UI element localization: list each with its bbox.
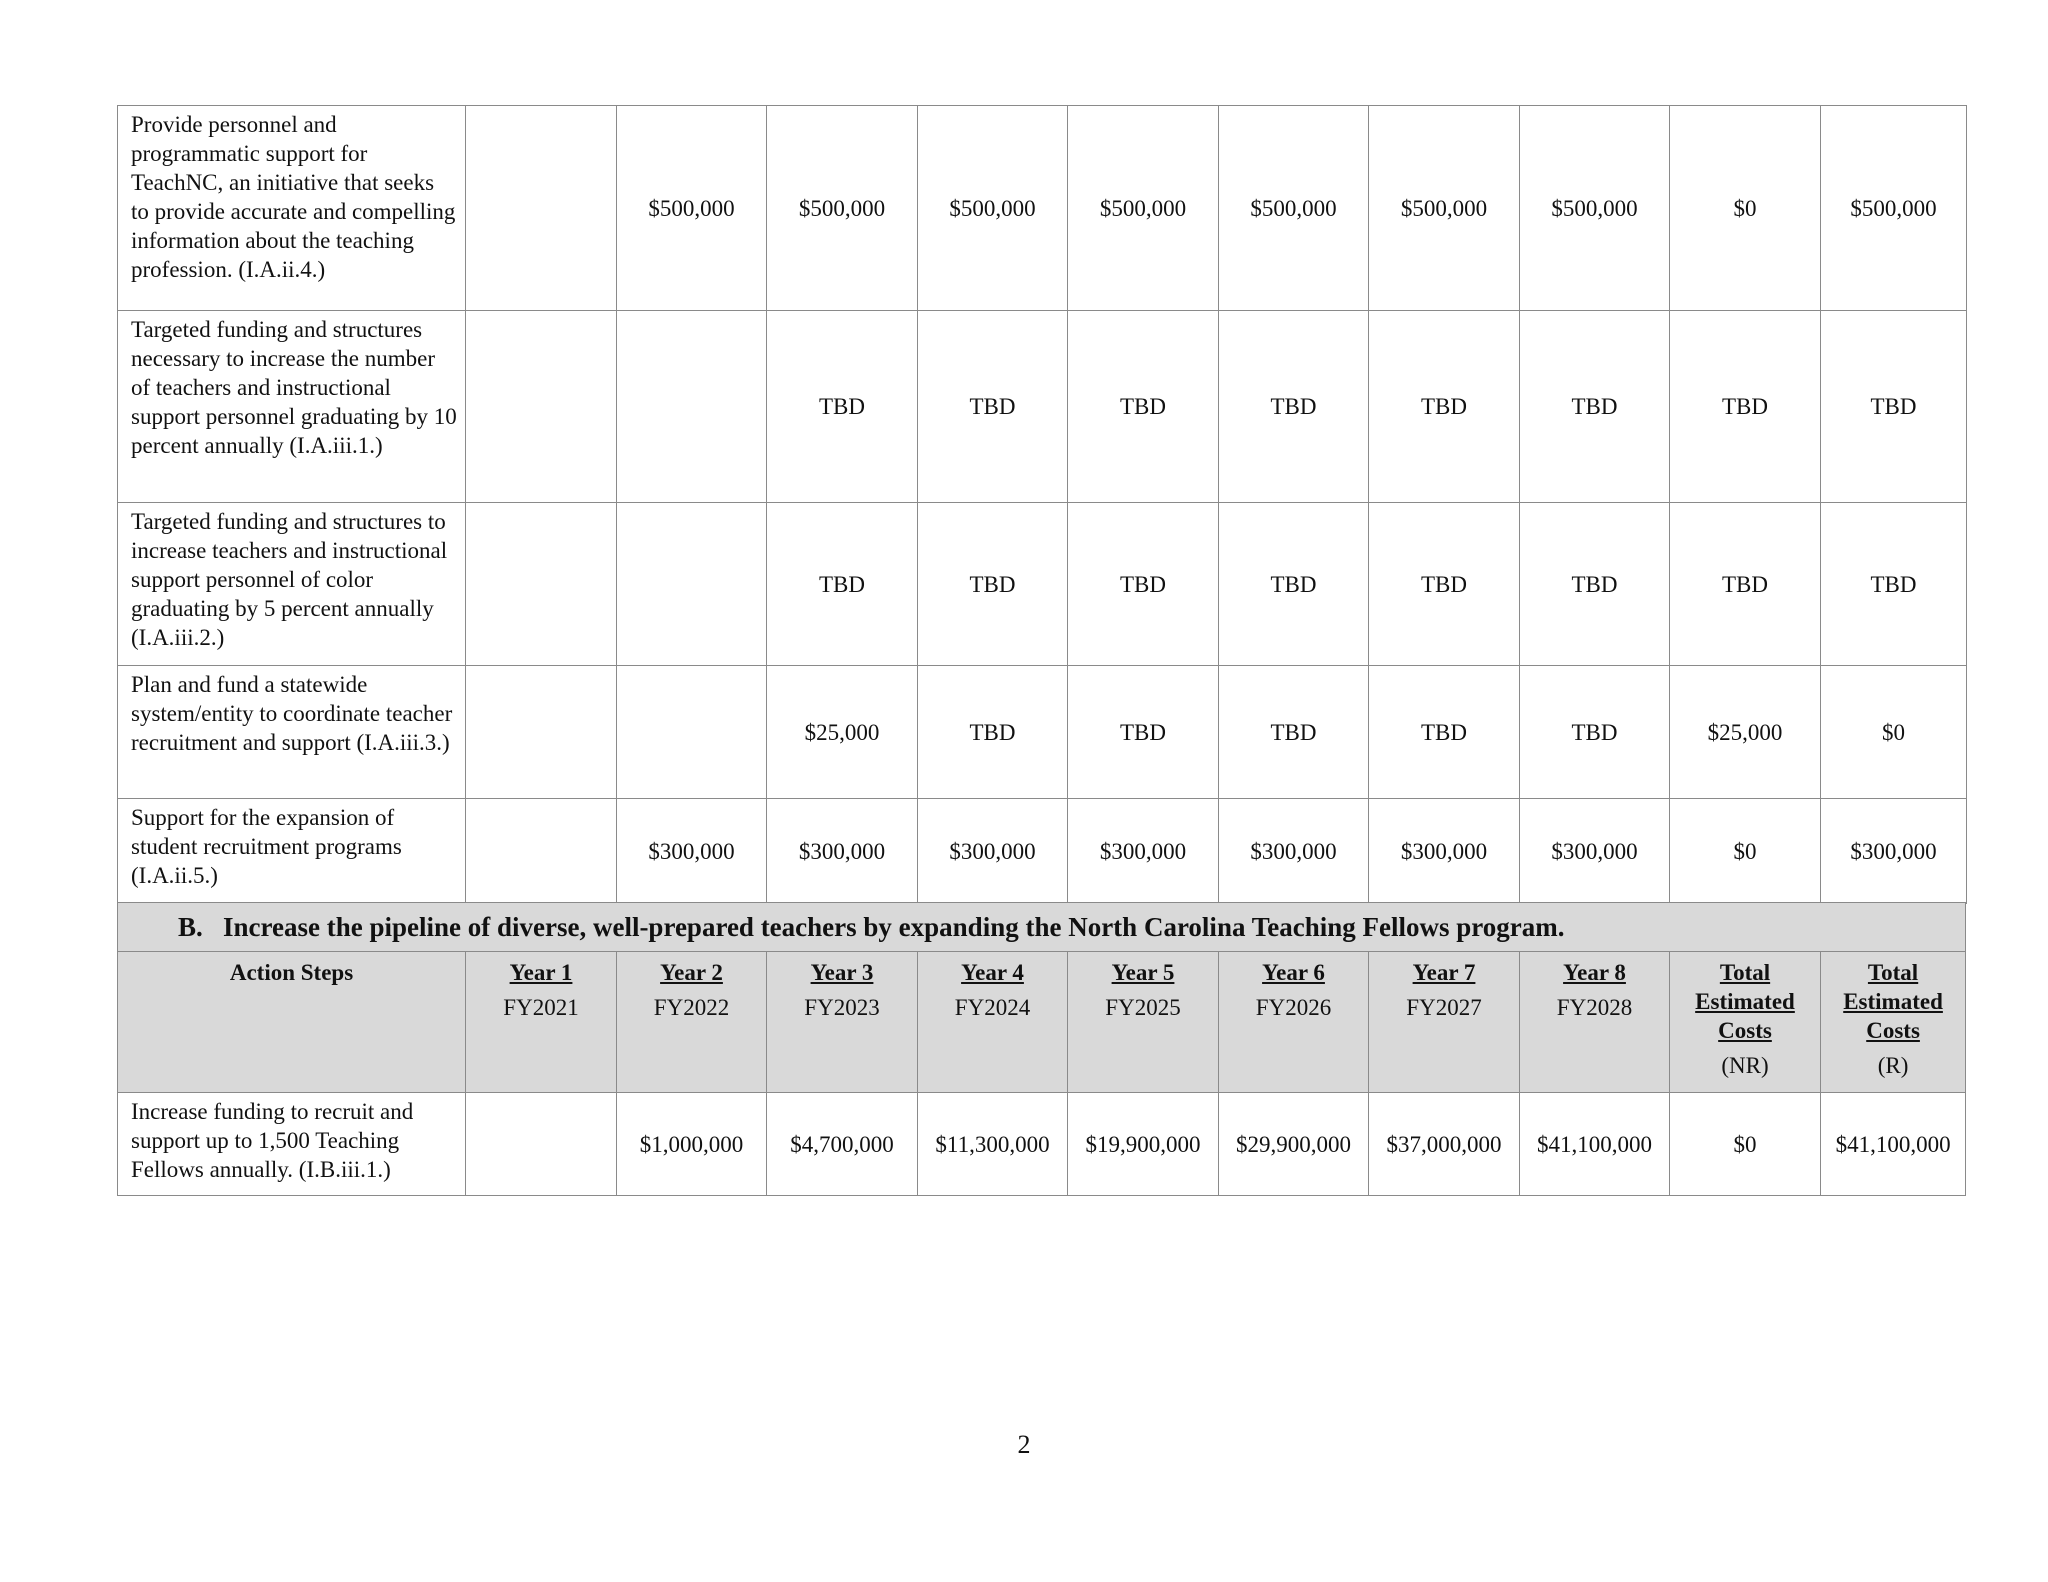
- cost-cell: $25,000: [767, 666, 918, 799]
- header-total-recurring: [1821, 952, 1966, 1093]
- cost-cell: TBD: [1068, 666, 1219, 799]
- year-label: Year 1: [509, 960, 573, 985]
- table-row: [118, 799, 1967, 904]
- table-row: [118, 1093, 1966, 1196]
- total-header-text: Estimated: [1843, 989, 1943, 1014]
- header-year-6: [1219, 952, 1369, 1093]
- cost-cell: $41,100,000: [1520, 1093, 1670, 1196]
- fiscal-year-label: FY2022: [653, 995, 730, 1020]
- header-action-steps-label: Action Steps: [229, 960, 354, 985]
- cost-cell: [466, 799, 617, 904]
- cost-cell: $300,000: [1520, 799, 1670, 904]
- cost-cell: TBD: [1369, 503, 1520, 666]
- cost-cell: TBD: [1821, 311, 1967, 503]
- cost-cell: $300,000: [1219, 799, 1369, 904]
- action-step-cell: Targeted funding and structures necessary to increase the number of teachers and instructional support personnel graduating by 10 percent annually (I.A.iii.1.): [118, 311, 466, 503]
- table-row: [118, 311, 1967, 503]
- cost-cell: $300,000: [918, 799, 1068, 904]
- cost-cell: $0: [1670, 1093, 1821, 1196]
- cost-cell: $1,000,000: [617, 1093, 767, 1196]
- table-row: [118, 106, 1967, 311]
- total-header-text: Total: [1719, 960, 1771, 985]
- cost-cell: $300,000: [1821, 799, 1967, 904]
- header-year-5: [1068, 952, 1219, 1093]
- header-action-steps: [118, 952, 466, 1093]
- section-title: Increase the pipeline of diverse, well-prepared teachers by expanding the North Carolina Teaching Fellows program.: [223, 911, 1565, 942]
- header-year-3: [767, 952, 918, 1093]
- action-step-cell: Provide personnel and programmatic support for TeachNC, an initiative that seeks to provide accurate and compelling information about the teaching profession. (I.A.ii.4.): [118, 106, 466, 311]
- table-row: [118, 666, 1967, 799]
- total-header-text: Estimated: [1695, 989, 1795, 1014]
- cost-cell: TBD: [918, 666, 1068, 799]
- cost-cell: TBD: [1670, 503, 1821, 666]
- table-row: [118, 503, 1967, 666]
- cost-cell: $500,000: [1821, 106, 1967, 311]
- cost-cell: TBD: [767, 311, 918, 503]
- year-label: Year 4: [961, 960, 1024, 985]
- fiscal-year-label: FY2028: [1556, 995, 1633, 1020]
- cost-cell: TBD: [918, 311, 1068, 503]
- header-year-1: [466, 952, 617, 1093]
- cost-cell: $300,000: [617, 799, 767, 904]
- cost-cell: $25,000: [1670, 666, 1821, 799]
- cost-cell: [466, 1093, 617, 1196]
- section-letter: B.: [178, 911, 203, 942]
- year-label: Year 2: [660, 960, 723, 985]
- cost-cell: $4,700,000: [767, 1093, 918, 1196]
- cost-cell: $500,000: [617, 106, 767, 311]
- cost-cell: $500,000: [1369, 106, 1520, 311]
- cost-cell: TBD: [1520, 666, 1670, 799]
- cost-cell: $500,000: [767, 106, 918, 311]
- cost-cell: TBD: [1219, 311, 1369, 503]
- cost-cell: $500,000: [1068, 106, 1219, 311]
- header-year-7: [1369, 952, 1520, 1093]
- fiscal-year-label: FY2024: [954, 995, 1031, 1020]
- fiscal-year-label: FY2023: [804, 995, 880, 1020]
- fiscal-year-label: FY2021: [503, 995, 579, 1020]
- cost-cell: TBD: [1520, 503, 1670, 666]
- cost-cell: $500,000: [1520, 106, 1670, 311]
- action-step-cell: Support for the expansion of student recruitment programs (I.A.ii.5.): [118, 799, 466, 904]
- column-header-row: [118, 952, 1966, 1093]
- fiscal-year-label: FY2025: [1105, 995, 1181, 1020]
- cost-cell: $500,000: [1219, 106, 1369, 311]
- cost-cell: TBD: [1520, 311, 1670, 503]
- header-total-nonrecurring: [1670, 952, 1821, 1093]
- cost-cell: TBD: [1219, 503, 1369, 666]
- total-header-text: Total: [1867, 960, 1919, 985]
- header-year-4: [918, 952, 1068, 1093]
- section-a-cost-table: [117, 105, 1967, 904]
- header-year-2: [617, 952, 767, 1093]
- cost-cell: [466, 106, 617, 311]
- page-number: 2: [1017, 1430, 1031, 1459]
- cost-cell: TBD: [1068, 503, 1219, 666]
- action-step-cell: Increase funding to recruit and support up to 1,500 Teaching Fellows annually. (I.B.iii.1.): [118, 1093, 466, 1196]
- total-header-text: Costs: [1718, 1018, 1772, 1043]
- cost-cell: TBD: [1369, 666, 1520, 799]
- total-header-text: Costs: [1866, 1018, 1920, 1043]
- cost-cell: TBD: [1219, 666, 1369, 799]
- year-label: Year 8: [1563, 960, 1626, 985]
- cost-cell: TBD: [1369, 311, 1520, 503]
- total-header-sub: (R): [1877, 1053, 1909, 1078]
- cost-cell: $300,000: [1068, 799, 1219, 904]
- cost-cell: $41,100,000: [1821, 1093, 1966, 1196]
- cost-cell: $29,900,000: [1219, 1093, 1369, 1196]
- cost-cell: $0: [1821, 666, 1967, 799]
- cost-cell: TBD: [767, 503, 918, 666]
- cost-cell: [466, 503, 617, 666]
- year-label: Year 7: [1412, 960, 1476, 985]
- section-b-heading-row: [118, 903, 1966, 952]
- cost-cell: [617, 311, 767, 503]
- cost-cell: $300,000: [767, 799, 918, 904]
- cost-cell: TBD: [1068, 311, 1219, 503]
- cost-cell: $300,000: [1369, 799, 1520, 904]
- total-header-sub: (NR): [1721, 1053, 1769, 1078]
- cost-cell: $11,300,000: [918, 1093, 1068, 1196]
- cost-cell: [617, 666, 767, 799]
- cost-cell: $0: [1670, 799, 1821, 904]
- cost-cell: TBD: [1821, 503, 1967, 666]
- section-b-heading: [118, 903, 1966, 952]
- year-label: Year 5: [1111, 960, 1175, 985]
- cost-cell: [617, 503, 767, 666]
- cost-cell: TBD: [1670, 311, 1821, 503]
- cost-cell: $19,900,000: [1068, 1093, 1219, 1196]
- cost-cell: $37,000,000: [1369, 1093, 1520, 1196]
- cost-cell: $500,000: [918, 106, 1068, 311]
- fiscal-year-label: FY2027: [1406, 995, 1482, 1020]
- header-year-8: [1520, 952, 1670, 1093]
- action-step-cell: Plan and fund a statewide system/entity to coordinate teacher recruitment and support (I.A.iii.3.): [118, 666, 466, 799]
- cost-cell: [466, 311, 617, 503]
- year-label: Year 3: [810, 960, 874, 985]
- cost-cell: $0: [1670, 106, 1821, 311]
- year-label: Year 6: [1262, 960, 1325, 985]
- action-step-cell: Targeted funding and structures to increase teachers and instructional support personnel of color graduating by 5 percent annually (I.A.iii.2.): [118, 503, 466, 666]
- cost-cell: TBD: [918, 503, 1068, 666]
- cost-cell: [466, 666, 617, 799]
- fiscal-year-label: FY2026: [1255, 995, 1332, 1020]
- section-b-cost-table: [117, 902, 1966, 1196]
